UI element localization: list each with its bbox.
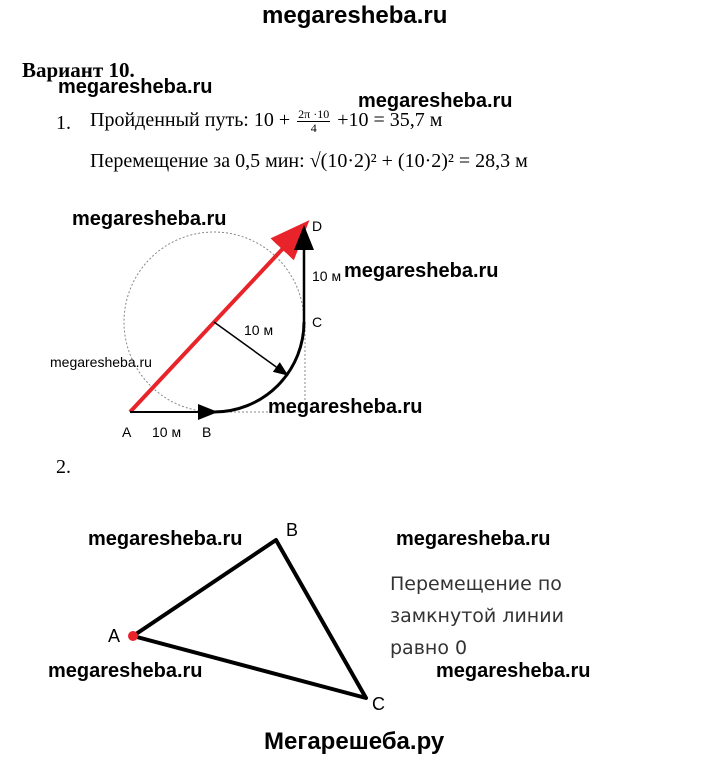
cd-length-label: 10 м [312, 268, 342, 284]
footer-brand: Мегарешеба.ру [264, 728, 445, 755]
distance-result: +10 = 35,7 м [337, 109, 443, 132]
triangle-point-c-label: C [372, 694, 385, 714]
watermark: megaresheba.ru [396, 528, 551, 550]
displacement-label: Перемещение за 0,5 мин: [90, 150, 305, 172]
watermark: megaresheba.ru [58, 76, 213, 98]
watermark-top: megaresheba.ru [262, 2, 448, 29]
problem-1-number: 1. [56, 112, 71, 134]
watermark: megaresheba.ru [436, 660, 591, 682]
fraction-denominator: 4 [310, 121, 317, 135]
watermark: megaresheba.ru [358, 90, 513, 112]
variant-title: Вариант 10. [22, 58, 135, 82]
closed-path-note: Перемещение по замкнутой линии равно 0 [390, 573, 564, 659]
watermark-small: megaresheba.ru [50, 354, 152, 370]
watermark: megaresheba.ru [72, 208, 227, 230]
distance-label: Пройденный путь: 10 + [90, 109, 291, 132]
point-d-label: D [312, 218, 323, 234]
triangle-point-b-label: B [286, 520, 299, 540]
ab-length-label: 10 м [152, 424, 182, 440]
watermark: megaresheba.ru [88, 528, 243, 550]
point-c-label: C [312, 314, 323, 330]
watermark: megaresheba.ru [344, 260, 499, 282]
problem-2-number: 2. [56, 456, 71, 478]
fraction-numerator: 2π ·10 [298, 107, 330, 121]
displacement-expression: √(10·2)² + (10·2)² = 28,3 м [309, 150, 528, 172]
point-a-dot [128, 631, 138, 641]
point-b-label: B [202, 424, 212, 440]
triangle-point-a-label: A [108, 626, 121, 646]
watermark: megaresheba.ru [48, 660, 203, 682]
point-a-label: A [122, 424, 132, 440]
watermark: megaresheba.ru [268, 396, 423, 418]
radius-length-label: 10 м [244, 322, 274, 338]
